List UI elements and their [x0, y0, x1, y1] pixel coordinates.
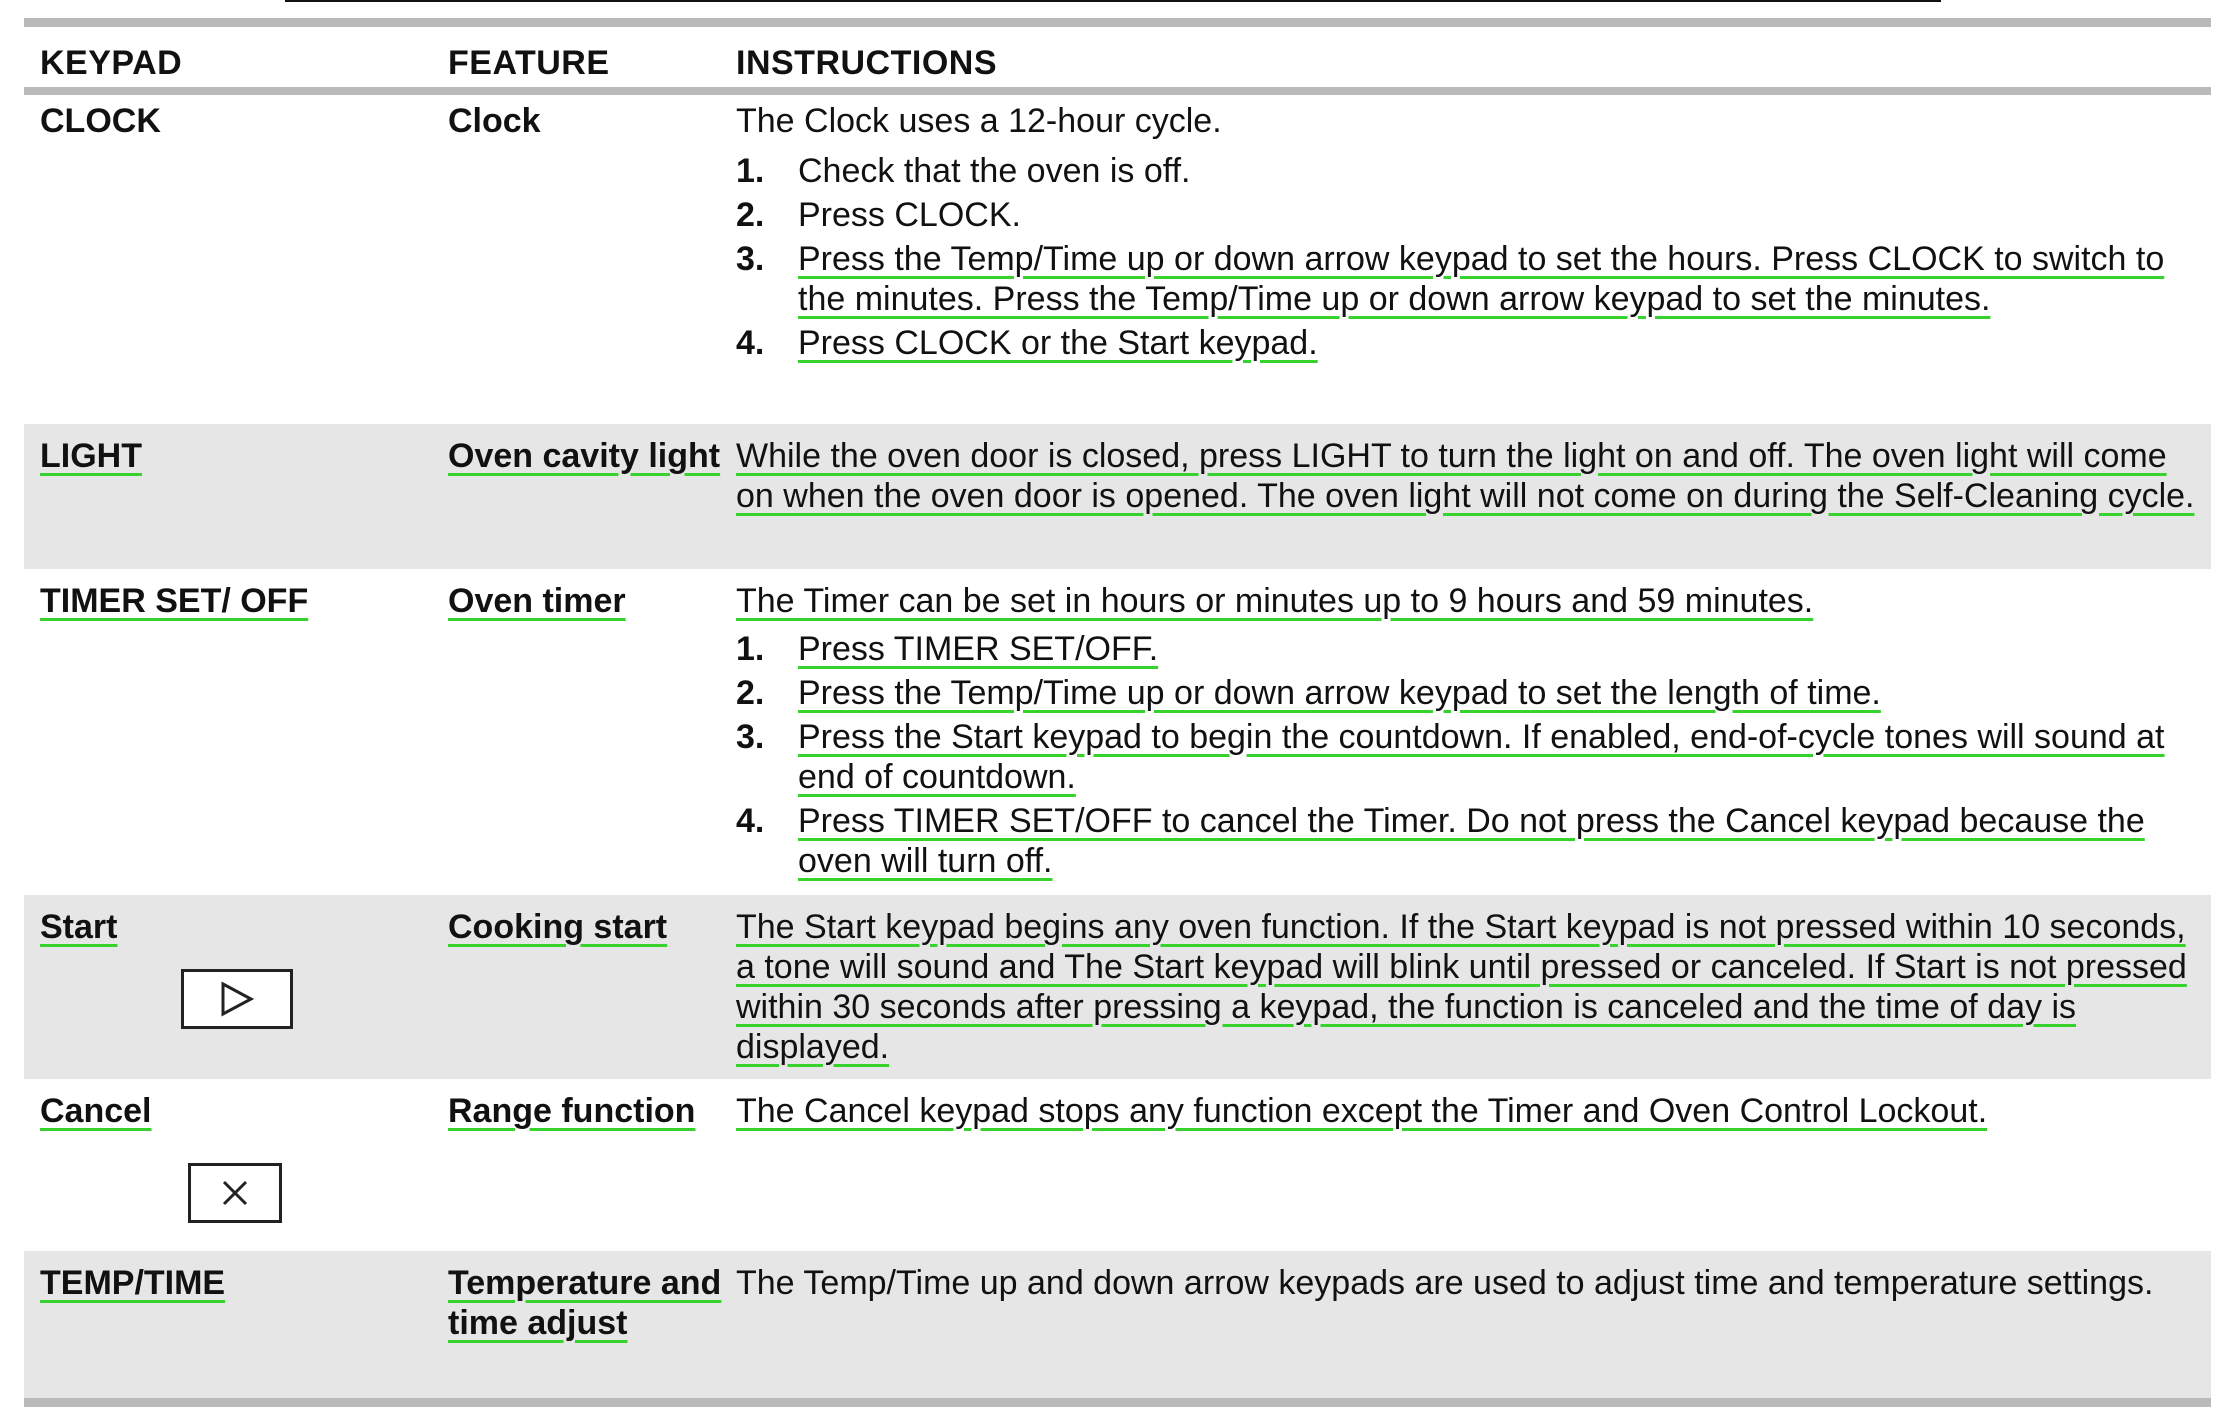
keypad-name: Cancel [40, 1092, 152, 1130]
step-item: 4. Press CLOCK or the Start keypad. [736, 324, 1318, 362]
step-item: 2. Press CLOCK. [736, 196, 1021, 234]
close-icon [220, 1178, 250, 1208]
instruction-steps [736, 629, 2201, 881]
step-item: 3. Press the Temp/Time up or down arrow keypad to set the hours. Press CLOCK to switch to the minutes. Press the Temp/Time up or down arrow keypad to set the minutes. [736, 240, 2165, 318]
step-item: 1. Press TIMER SET/OFF. [736, 630, 1159, 668]
feature-name: Oven timer [448, 582, 626, 620]
header-feature: FEATURE [448, 44, 610, 82]
cancel-keypad-button [188, 1163, 282, 1223]
instruction-intro: The Timer can be set in hours or minutes up to 9 hours and 59 minutes. [736, 582, 1814, 620]
table-header [24, 27, 2211, 95]
header-instructions: INSTRUCTIONS [736, 44, 997, 82]
keypad-name: CLOCK [40, 102, 161, 140]
play-icon [217, 981, 257, 1017]
step-item: 2. Press the Temp/Time up or down arrow keypad to set the length of time. [736, 674, 1881, 712]
top-frame [285, 0, 1941, 2]
instruction-intro: The Temp/Time up and down arrow keypads are used to adjust time and temperature settings. [736, 1264, 2154, 1302]
feature-name: Clock [448, 102, 541, 140]
feature-name: Cooking start [448, 908, 668, 946]
instruction-intro: The Clock uses a 12-hour cycle. [736, 102, 1222, 140]
instruction-intro: The Start keypad begins any oven function. If the Start keypad is not pressed within 10 seconds, a tone will sound and The Start keypad will blink until pressed or canceled. If Start is not pressed within 30 seconds after pressing a keypad, the function is canceled and the time of day is displayed. [736, 908, 2187, 1066]
table-row-light [24, 424, 2211, 569]
feature-name: Oven cavity light [448, 437, 721, 475]
table-row-clock [24, 95, 2211, 424]
keypad-name: TEMP/TIME [40, 1264, 226, 1302]
instruction-intro: The Cancel keypad stops any function except the Timer and Oven Control Lockout. [736, 1092, 1988, 1130]
table-row-timer [24, 569, 2211, 895]
start-keypad-button [181, 969, 293, 1029]
keypad-name: Start [40, 908, 118, 946]
table-row-temp-time [24, 1251, 2211, 1398]
feature-name: Range function [448, 1092, 696, 1130]
instruction-intro: While the oven door is closed, press LIGHT to turn the light on and off. The oven light will come on when the oven door is opened. The oven light will not come on during the Self-Cleaning cycle. [736, 437, 2195, 515]
step-item: 4. Press TIMER SET/OFF to cancel the Timer. Do not press the Cancel keypad because the oven will turn off. [736, 802, 2145, 880]
instruction-steps [736, 151, 2201, 363]
table-row-cancel [24, 1079, 2211, 1251]
keypad-name: LIGHT [40, 437, 142, 475]
step-item: 1. Check that the oven is off. [736, 152, 1191, 190]
keypad-feature-table [24, 18, 2211, 1407]
step-item: 3. Press the Start keypad to begin the countdown. If enabled, end-of-cycle tones will sound at end of countdown. [736, 718, 2165, 796]
feature-name: Temperature and time adjust [448, 1264, 722, 1342]
keypad-name: TIMER SET/ OFF [40, 582, 309, 620]
table-row-start [24, 895, 2211, 1079]
header-keypad: KEYPAD [40, 44, 183, 82]
